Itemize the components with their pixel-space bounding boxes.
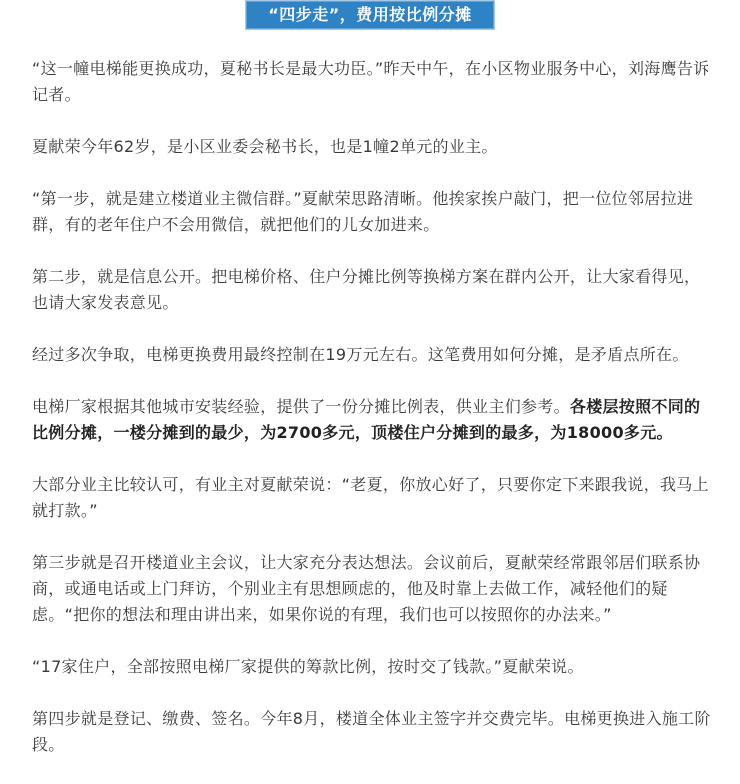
paragraph-5 xyxy=(32,342,716,368)
paragraph-7 xyxy=(32,472,716,524)
paragraph-text: 第四步就是登记、缴费、签名。今年8月，楼道全体业主签字并交费完毕。电梯更换进入施工阶段。 xyxy=(32,709,711,754)
paragraph-text: “第一步，就是建立楼道业主微信群。”夏献荣思路清晰。他挨家挨户敲门，把一位位邻居拉进群，有的老年住户不会用微信，就把他们的儿女加进来。 xyxy=(32,189,694,234)
paragraph-4 xyxy=(32,264,716,316)
section-title-banner: “四步走”，费用按比例分摊 xyxy=(245,0,495,30)
paragraph-text: 大部分业主比较认可，有业主对夏献荣说：“老夏，你放心好了，只要你定下来跟我说，我马上就打款。” xyxy=(32,475,709,520)
paragraph-text: 电梯厂家根据其他城市安装经验，提供了一份分摊比例表，供业主们参考。 xyxy=(32,397,570,416)
paragraph-text: 第三步就是召开楼道业主会议，让大家充分表达想法。会议前后，夏献荣经常跟邻居们联系协商，或通电话或上门拜访，个别业主有思想顾虑的，他及时靠上去做工作，减轻他们的疑虑。“把你的想法和理由讲出来，如果你说的有理，我们也可以按照你的办法来。” xyxy=(32,553,701,624)
paragraph-6 xyxy=(32,394,716,446)
paragraph-3 xyxy=(32,186,716,238)
paragraph-text: 第二步，就是信息公开。把电梯价格、住户分摊比例等换梯方案在群内公开，让大家看得见，也请大家发表意见。 xyxy=(32,267,701,312)
paragraph-text: “17家住户，全部按照电梯厂家提供的筹款比例，按时交了钱款。”夏献荣说。 xyxy=(32,657,584,676)
banner-container xyxy=(0,0,740,34)
paragraph-10 xyxy=(32,706,716,758)
paragraph-8 xyxy=(32,550,716,628)
paragraph-text: 夏献荣今年62岁，是小区业委会秘书长，也是1幢2单元的业主。 xyxy=(32,137,498,156)
paragraph-text: “这一幢电梯能更换成功，夏秘书长是最大功臣。”昨天中午，在小区物业服务中心，刘海鹰告诉记者。 xyxy=(32,59,710,104)
paragraph-2 xyxy=(32,134,716,160)
paragraph-9 xyxy=(32,654,716,680)
article-body xyxy=(32,56,716,784)
paragraph-text: 经过多次争取，电梯更换费用最终控制在19万元左右。这笔费用如何分摊，是矛盾点所在。 xyxy=(32,345,689,364)
paragraph-1 xyxy=(32,56,716,108)
paragraph-bold-text: 各楼层按照不同的比例分摊，一楼分摊到的最少，为2700多元，顶楼住户分摊到的最多，为18000多元。 xyxy=(32,397,701,442)
